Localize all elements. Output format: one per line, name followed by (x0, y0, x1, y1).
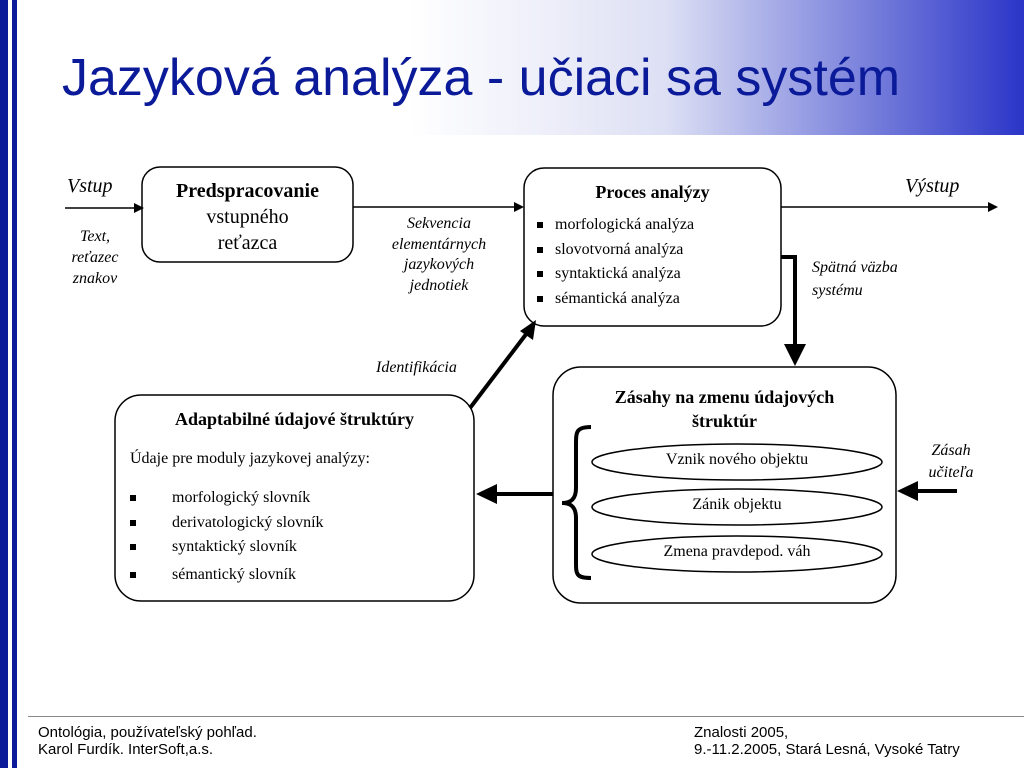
feedback-arrow (781, 257, 795, 345)
changes-title: Zásahy na zmenu údajových štruktúr (614, 387, 835, 431)
input-description: Text, reťazec znakov (71, 228, 119, 287)
output-label: Výstup (905, 175, 960, 197)
preprocess-text: Predspracovanie vstupného reťazca (142, 178, 353, 256)
list-item: sémantická analýza (537, 287, 694, 312)
list-item: morfologická analýza (537, 213, 694, 238)
option-1: Vznik nového objektu (665, 451, 809, 468)
list-item: slovotvorná analýza (537, 238, 694, 263)
adaptive-list (130, 486, 324, 587)
list-item: morfologický slovník (130, 486, 324, 511)
option-2: Zánik objektu (692, 496, 782, 513)
list-item: sémantický slovník (130, 563, 324, 588)
list-item: derivatologický slovník (130, 511, 324, 536)
footer-left: Ontológia, používateľský pohľad. Karol Furdík. InterSoft,a.s. (38, 724, 257, 758)
identification-label: Identifikácia (376, 359, 457, 376)
slide-title: Jazyková analýza - učiaci sa systém (62, 49, 901, 107)
adaptive-subtitle: Údaje pre moduly jazykovej analýzy: (130, 450, 370, 467)
adaptive-title: Adaptabilné údajové štruktúry (174, 409, 415, 429)
teacher-label: Zásah učiteľa (928, 442, 974, 481)
input-label: Vstup (67, 175, 113, 197)
option-3: Zmena pravdepod. váh (663, 543, 811, 560)
footer-right: Znalosti 2005, 9.-11.2.2005, Stará Lesná, Vysoké Tatry (694, 724, 960, 758)
identification-arrow (470, 333, 527, 408)
list-item: syntaktický slovník (130, 535, 324, 560)
sequence-label: Sekvencia elementárnych jazykových jednotiek (391, 215, 487, 294)
feedback-label: Spätná väzba systému (812, 259, 898, 299)
analysis-list (537, 213, 694, 311)
preprocess-title: Predspracovanie (176, 180, 319, 202)
analysis-title: Proces analýzy (595, 182, 710, 202)
list-item: syntaktická analýza (537, 262, 694, 287)
footer-divider (28, 716, 1024, 717)
